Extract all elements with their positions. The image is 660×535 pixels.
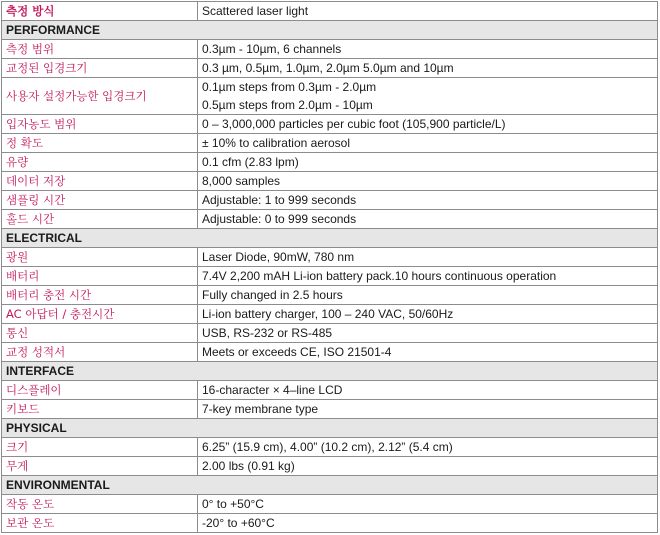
- spec-label: 크기: [2, 438, 198, 457]
- spec-label: 측정 범위: [2, 40, 198, 59]
- spec-row: [2, 305, 658, 324]
- section-title: PERFORMANCE: [2, 21, 658, 40]
- spec-label: 디스플레이: [2, 381, 198, 400]
- spec-label: 정 확도: [2, 134, 198, 153]
- spec-value-line: 0.1µm steps from 0.3µm - 2.0µm: [202, 80, 377, 94]
- spec-table-body: [2, 2, 658, 533]
- section-title: ENVIRONMENTAL: [2, 476, 658, 495]
- spec-value: Scattered laser light: [198, 2, 658, 21]
- spec-row: [2, 343, 658, 362]
- spec-value: 0.3 µm, 0.5µm, 1.0µm, 2.0µm 5.0µm and 10µm: [198, 59, 658, 78]
- spec-row: [2, 457, 658, 476]
- spec-value: Li-ion battery charger, 100 – 240 VAC, 50/60Hz: [198, 305, 658, 324]
- spec-label: 광원: [2, 248, 198, 267]
- spec-label: AC 아답터 / 충전시간: [2, 305, 198, 324]
- section-title: ELECTRICAL: [2, 229, 658, 248]
- section-header-row: [2, 419, 658, 438]
- spec-row: [2, 40, 658, 59]
- spec-value: USB, RS-232 or RS-485: [198, 324, 658, 343]
- spec-row: [2, 153, 658, 172]
- spec-label: 작동 온도: [2, 495, 198, 514]
- spec-row: [2, 248, 658, 267]
- spec-row: [2, 172, 658, 191]
- spec-row: [2, 286, 658, 305]
- spec-label: 사용자 설정가능한 입경크기: [2, 78, 198, 115]
- spec-value: 7-key membrane type: [198, 400, 658, 419]
- spec-value: 0° to +50°C: [198, 495, 658, 514]
- spec-row: [2, 495, 658, 514]
- spec-label: 데이터 저장: [2, 172, 198, 191]
- spec-row: [2, 134, 658, 153]
- spec-value: 6.25” (15.9 cm), 4.00” (10.2 cm), 2.12” (5.4 cm): [198, 438, 658, 457]
- spec-label: 보관 온도: [2, 514, 198, 533]
- spec-label: 키보드: [2, 400, 198, 419]
- spec-row: [2, 2, 658, 21]
- spec-label: 통신: [2, 324, 198, 343]
- spec-row: [2, 514, 658, 533]
- spec-value: Meets or exceeds CE, ISO 21501-4: [198, 343, 658, 362]
- spec-label: 입자농도 범위: [2, 115, 198, 134]
- section-header-row: [2, 362, 658, 381]
- spec-label: 샘플링 시간: [2, 191, 198, 210]
- spec-row: [2, 59, 658, 78]
- section-header-row: [2, 476, 658, 495]
- spec-label: 배터리 충전 시간: [2, 286, 198, 305]
- spec-row: [2, 210, 658, 229]
- spec-value-multiline: [198, 78, 658, 115]
- spec-label: 무게: [2, 457, 198, 476]
- spec-value: Adjustable: 0 to 999 seconds: [198, 210, 658, 229]
- spec-value: ± 10% to calibration aerosol: [198, 134, 658, 153]
- spec-value: 7.4V 2,200 mAH Li-ion battery pack.10 hours continuous operation: [198, 267, 658, 286]
- spec-label: 유량: [2, 153, 198, 172]
- section-header-row: [2, 21, 658, 40]
- spec-label: 홀드 시간: [2, 210, 198, 229]
- spec-value: 8,000 samples: [198, 172, 658, 191]
- spec-label: 배터리: [2, 267, 198, 286]
- spec-label: 교정 성적서: [2, 343, 198, 362]
- spec-value-line: 0.5µm steps from 2.0µm - 10µm: [202, 98, 373, 112]
- spec-row: [2, 400, 658, 419]
- spec-value: 2.00 lbs (0.91 kg): [198, 457, 658, 476]
- spec-row: [2, 381, 658, 400]
- spec-value: 0 – 3,000,000 particles per cubic foot (105,900 particle/L): [198, 115, 658, 134]
- spec-value: Adjustable: 1 to 999 seconds: [198, 191, 658, 210]
- spec-row: [2, 324, 658, 343]
- spec-label: 교정된 입경크기: [2, 59, 198, 78]
- section-title: PHYSICAL: [2, 419, 658, 438]
- spec-row: [2, 191, 658, 210]
- spec-row: [2, 267, 658, 286]
- spec-value: -20° to +60°C: [198, 514, 658, 533]
- spec-row: [2, 438, 658, 457]
- spec-value: Fully changed in 2.5 hours: [198, 286, 658, 305]
- spec-row: [2, 115, 658, 134]
- spec-value: 16-character × 4–line LCD: [198, 381, 658, 400]
- spec-row: [2, 78, 658, 115]
- spec-label: 측정 방식: [2, 2, 198, 21]
- spec-value: 0.1 cfm (2.83 lpm): [198, 153, 658, 172]
- spec-value: 0.3µm - 10µm, 6 channels: [198, 40, 658, 59]
- section-header-row: [2, 229, 658, 248]
- spec-value: Laser Diode, 90mW, 780 nm: [198, 248, 658, 267]
- spec-table: [1, 1, 658, 533]
- section-title: INTERFACE: [2, 362, 658, 381]
